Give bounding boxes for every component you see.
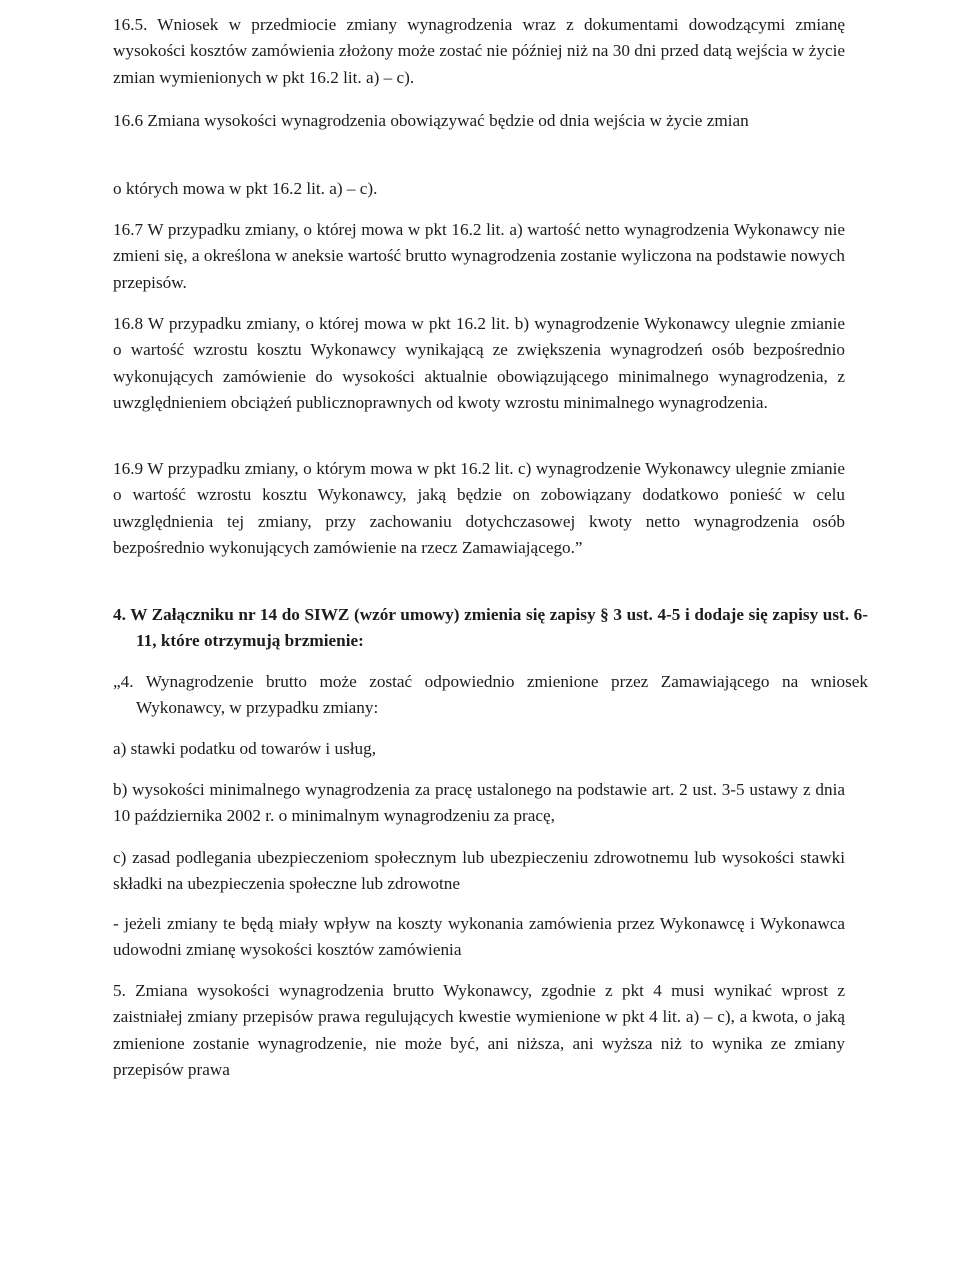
item-c: c) zasad podlegania ubezpieczeniom społecznym lub ubezpieczeniu zdrowotnemu lub wysokości stawki składki na ubezpieczenia społeczne lub zdrowotne (113, 848, 845, 894)
item-dash: - jeżeli zmiany te będą miały wpływ na koszty wykonania zamówienia przez Wykonawcę i Wykonawca udowodni zmianę wysokości kosztów zamówienia (113, 914, 845, 960)
item-a: a) stawki podatku od towarów i usług, (113, 739, 377, 758)
paragraph-16-9: 16.9 W przypadku zmiany, o którym mowa w pkt 16.2 lit. c) wynagrodzenie Wykonawcy ulegnie zmianie o wartość wzrostu kosztu Wykonawcy, jaką będzie on zobowiązany dodatkowo ponieść w celu uwzględnienia tej zmiany, przy zachowaniu dotychczasowej kwoty netto wynagrodzenia osób bezpośrednio wykonujących zamówienie na rzecz Zamawiającego.” (113, 459, 845, 558)
paragraph-16-6: 16.6 Zmiana wysokości wynagrodzenia obowiązywać będzie od dnia wejścia w życie zmian (113, 111, 749, 130)
paragraph-16-8: 16.8 W przypadku zmiany, o której mowa w pkt 16.2 lit. b) wynagrodzenie Wykonawcy ulegnie zmianie o wartość wzrostu kosztu Wykonawcy wynikającą ze zwiększenia wynagrodzeń osób bezpośrednio wykonujących zamówienie do wysokości aktualnie obowiązującego minimalnego wynagrodzenia, z uwzględnieniem obciążeń publicznoprawnych od kwoty wzrostu minimalnego wynagrodzenia. (113, 314, 845, 413)
section-heading-4: 4. W Załączniku nr 14 do SIWZ (wzór umowy) zmienia się zapisy § 3 ust. 4-5 i dodaje się zapisy ust. 6-11, które otrzymują brzmienie: (113, 605, 868, 651)
paragraph-16-7: 16.7 W przypadku zmiany, o której mowa w pkt 16.2 lit. a) wartość netto wynagrodzenia Wykonawcy nie zmieni się, a określona w aneksie wartość brutto wynagrodzenia zostanie wyliczona na podstawie nowych przepisów. (113, 220, 845, 292)
item-5: 5. Zmiana wysokości wynagrodzenia brutto Wykonawcy, zgodnie z pkt 4 musi wynikać wprost z zaistniałej zmiany przepisów prawa regulujących kwestie wymienione w pkt 4 lit. a) – c), a kwota, o jaką zmienione zostanie wynagrodzenie, nie może być, ani niższa, ani wyższa niż to wynika ze zmiany przepisów prawa (113, 981, 845, 1080)
paragraph-16-6-continuation: o których mowa w pkt 16.2 lit. a) – c). (113, 179, 378, 198)
item-b: b) wysokości minimalnego wynagrodzenia za pracę ustalonego na podstawie art. 2 ust. 3-5 ustawy z dnia 10 października 2002 r. o minimalnym wynagrodzeniu za pracę, (113, 780, 845, 826)
paragraph-16-5: 16.5. Wniosek w przedmiocie zmiany wynagrodzenia wraz z dokumentami dowodzącymi zmianę wysokości kosztów zamówienia złożony może zostać nie później niż na 30 dni przed datą wejścia w życie zmian wymienionych w pkt 16.2 lit. a) – c). (113, 15, 845, 87)
item-4: „4. Wynagrodzenie brutto może zostać odpowiednio zmienione przez Zamawiającego na wniosek Wykonawcy, w przypadku zmiany: (113, 672, 868, 718)
